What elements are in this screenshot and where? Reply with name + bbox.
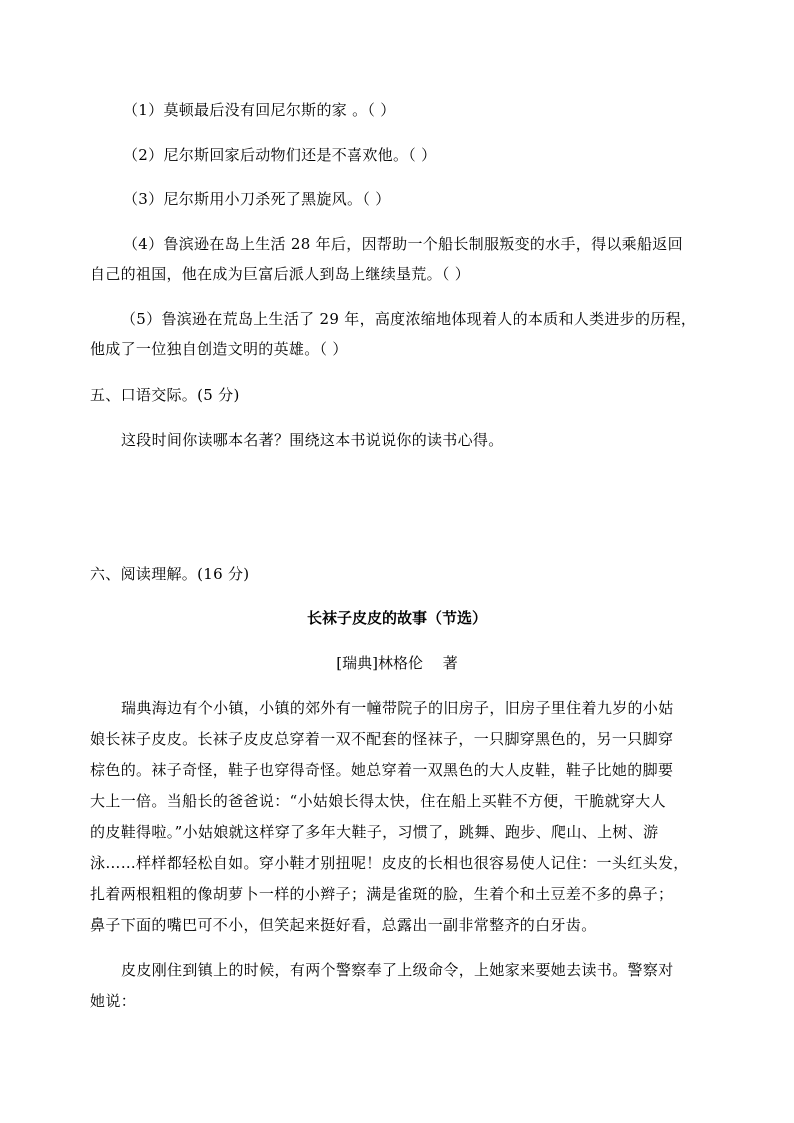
tf-item-2: （2）尼尔斯回家后动物们还是不喜欢他。（ ） [123, 146, 437, 164]
tf-item-4-line-1: （4）鲁滨逊在岛上生活 28 年后，因帮助一个船长制服叛变的水手，得以乘船返回 [123, 235, 683, 253]
paragraph-2-line: 她说： [90, 992, 137, 1010]
tf-item-5-line-2: 他成了一位独自创造文明的英雄。（ ） [90, 340, 348, 358]
section-6-heading: 六、阅读理解。(16 分) [90, 565, 250, 583]
paragraph-1-line: 大上一倍。当船长的爸爸说：“小姑娘长得太快，住在船上买鞋不方便，干脆就穿大人 [90, 792, 666, 810]
paragraph-1-line: 鼻子下面的嘴巴可不小，但笑起来挺好看，总露出一副非常整齐的白牙齿。 [90, 916, 597, 934]
tf-item-3: （3）尼尔斯用小刀杀死了黑旋风。（ ） [123, 190, 391, 208]
tf-item-1: （1）莫顿最后没有回尼尔斯的家 。（ ） [123, 101, 396, 119]
paragraph-1-line: 扎着两根粗粗的像胡萝卜一样的小辫子；满是雀斑的脸，生着个和土豆差不多的鼻子； [90, 885, 674, 903]
tf-item-5-line-1: （5）鲁滨逊在荒岛上生活了 29 年，高度浓缩地体现着人的本质和人类进步的历程， [121, 310, 697, 328]
paragraph-1-line: 娘长袜子皮皮。长袜子皮皮总穿着一双不配套的怪袜子，一只脚穿黑色的，另一只脚穿 [90, 730, 674, 748]
paragraph-1-line: 泳……样样都轻松自如。穿小鞋才别扭呢！皮皮的长相也很容易使人记住：一头红头发， [90, 854, 689, 872]
paragraph-1-line: 瑞典海边有个小镇，小镇的郊外有一幢带院子的旧房子，旧房子里住着九岁的小姑 [121, 699, 674, 717]
tf-item-4-line-2: 自己的祖国，他在成为巨富后派人到岛上继续垦荒。（ ） [90, 265, 471, 283]
passage-author: [瑞典]林格伦 著 [336, 654, 458, 672]
paragraph-1-line: 的皮鞋得啦。”小姑娘就这样穿了多年大鞋子，习惯了，跳舞、跑步、爬山、上树、游 [90, 823, 659, 841]
paragraph-2-line: 皮皮刚住到镇上的时候，有两个警察奉了上级命令，上她家来要她去读书。警察对 [121, 961, 674, 979]
passage-title: 长袜子皮皮的故事（节选） [306, 609, 487, 627]
section-5-heading: 五、口语交际。(5 分) [90, 386, 240, 404]
section-5-prompt: 这段时间你读哪本名著？围绕这本书说说你的读书心得。 [121, 431, 504, 449]
paragraph-1-line: 棕色的。袜子奇怪，鞋子也穿得奇怪。她总穿着一双黑色的大人皮鞋，鞋子比她的脚要 [90, 761, 674, 779]
